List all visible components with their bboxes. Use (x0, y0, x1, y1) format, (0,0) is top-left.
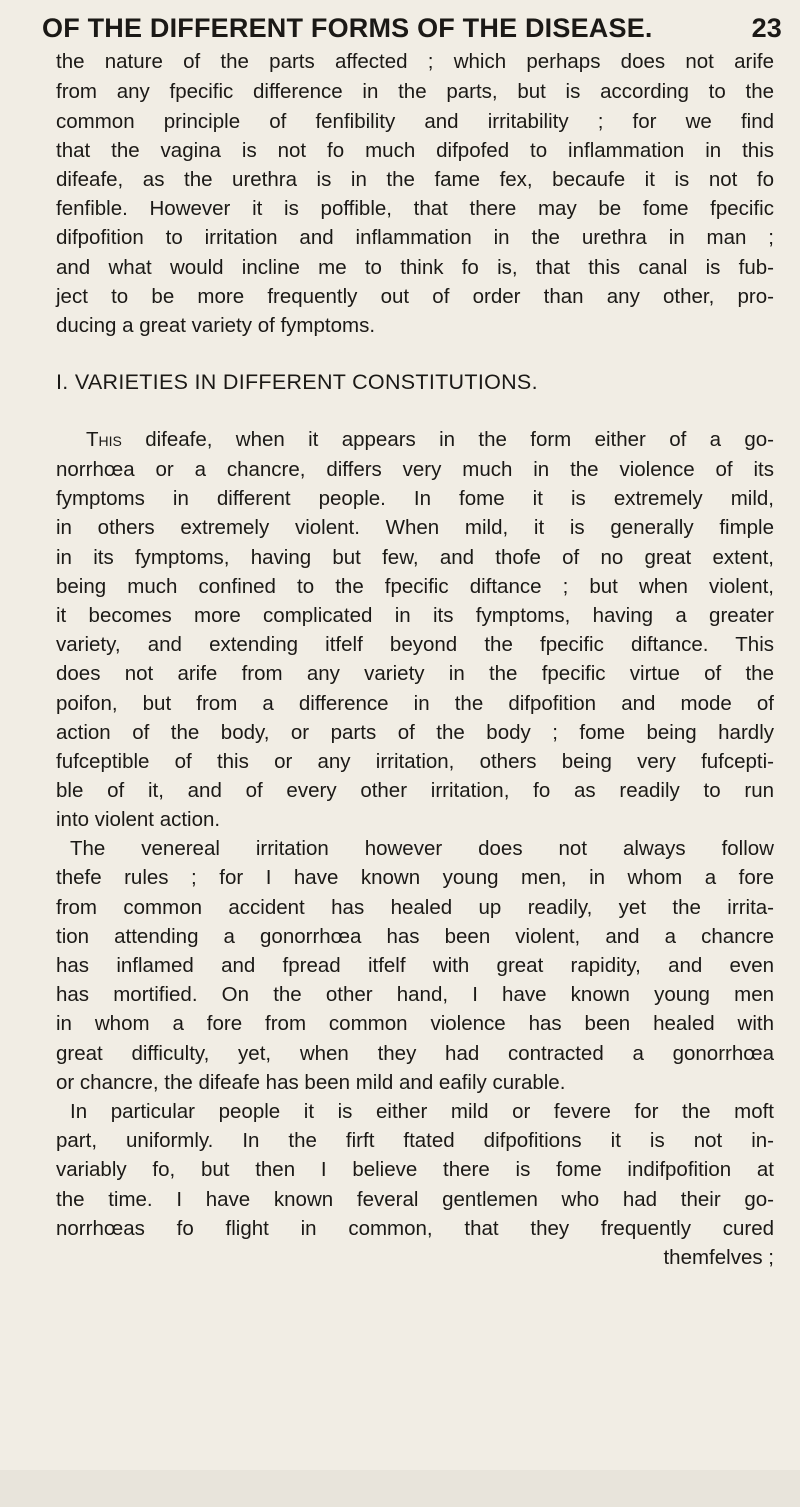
text-line-rest: difeafe, when it appears in the form either of a go- (121, 428, 774, 451)
text-line: into violent action. (56, 808, 221, 831)
text-line: norrhœas fo flight in common, that they frequently cured (56, 1217, 774, 1240)
text-line: from any fpecific difference in the parts, but is according to the (56, 80, 774, 103)
running-title: OF THE DIFFERENT FORMS OF THE DISEASE. (42, 13, 653, 43)
text-line: variety, and extending itfelf beyond the fpecific diftance. This (56, 633, 774, 656)
text-line: in others extremely violent. When mild, it is generally fimple (56, 516, 774, 539)
text-line: fufceptible of this or any irritation, others being very fufcepti- (56, 750, 774, 773)
text-line: has mortified. On the other hand, I have known young men (56, 983, 774, 1006)
text-line: or chancre, the difeafe has been mild and eafily curable. (56, 1071, 566, 1094)
section-heading: I. VARIETIES IN DIFFERENT CONSTITUTIONS. (56, 370, 538, 394)
text-line: In particular people it is either mild or fevere for the moft (70, 1100, 774, 1123)
catchword: themfelves ; (663, 1246, 774, 1269)
text-line: ducing a great variety of fymptoms. (56, 314, 376, 337)
text-line: action of the body, or parts of the body ; fome being hardly (56, 721, 774, 744)
text-line: ject to be more frequently out of order than any other, pro- (56, 285, 774, 308)
text-line: the time. I have known feveral gentlemen who had their go- (56, 1188, 774, 1211)
text-line: variably fo, but then I believe there is fome indifpofition at (56, 1158, 774, 1181)
text-line: in whom a fore from common violence has been healed with (56, 1012, 774, 1035)
text-line: The venereal irritation however does not always follow (70, 837, 774, 860)
text-line: in its fymptoms, having but few, and thofe of no great extent, (56, 546, 774, 569)
text-line: the nature of the parts affected ; which perhaps does not arife (56, 50, 774, 73)
text-line: fenfible. However it is poffible, that there may be fome fpecific (56, 197, 774, 220)
text-line: from common accident has healed up readily, yet the irrita- (56, 896, 774, 919)
text-line: part, uniformly. In the firft ftated difpofitions it is not in- (56, 1129, 774, 1152)
text-line: poifon, but from a difference in the difpofition and mode of (56, 692, 774, 715)
text-line: fymptoms in different people. In fome it is extremely mild, (56, 487, 774, 510)
page-number: 23 (751, 13, 782, 43)
text-line: thefe rules ; for I have known young men, in whom a fore (56, 866, 774, 889)
text-line: it becomes more complicated in its fymptoms, having a greater (56, 604, 774, 627)
text-line: norrhœa or a chancre, differs very much in the violence of its (56, 458, 774, 481)
text-line: does not arife from any variety in the fpecific virtue of the (56, 662, 774, 685)
dropcap-word: This (86, 428, 122, 451)
text-line: ble of it, and of every other irritation, fo as readily to run (56, 779, 774, 802)
text-line: and what would incline me to think fo is, that this canal is fub- (56, 256, 774, 279)
text-line: common principle of fenfibility and irritability ; for we find (56, 110, 774, 133)
text-line: great difficulty, yet, when they had contracted a gonorrhœa (56, 1042, 774, 1065)
text-line-first (86, 425, 774, 455)
text-line: difpofition to irritation and inflammation in the urethra in man ; (56, 226, 774, 249)
text-line: has inflamed and fpread itfelf with great rapidity, and even (56, 954, 774, 977)
text-line: tion attending a gonorrhœa has been violent, and a chancre (56, 925, 774, 948)
text-line: being much confined to the fpecific diftance ; but when violent, (56, 575, 774, 598)
text-line: difeafe, as the urethra is in the fame fex, becaufe it is not fo (56, 168, 774, 191)
text-line: that the vagina is not fo much difpofed to inflammation in this (56, 139, 774, 162)
page-bottom-margin (0, 1470, 800, 1507)
